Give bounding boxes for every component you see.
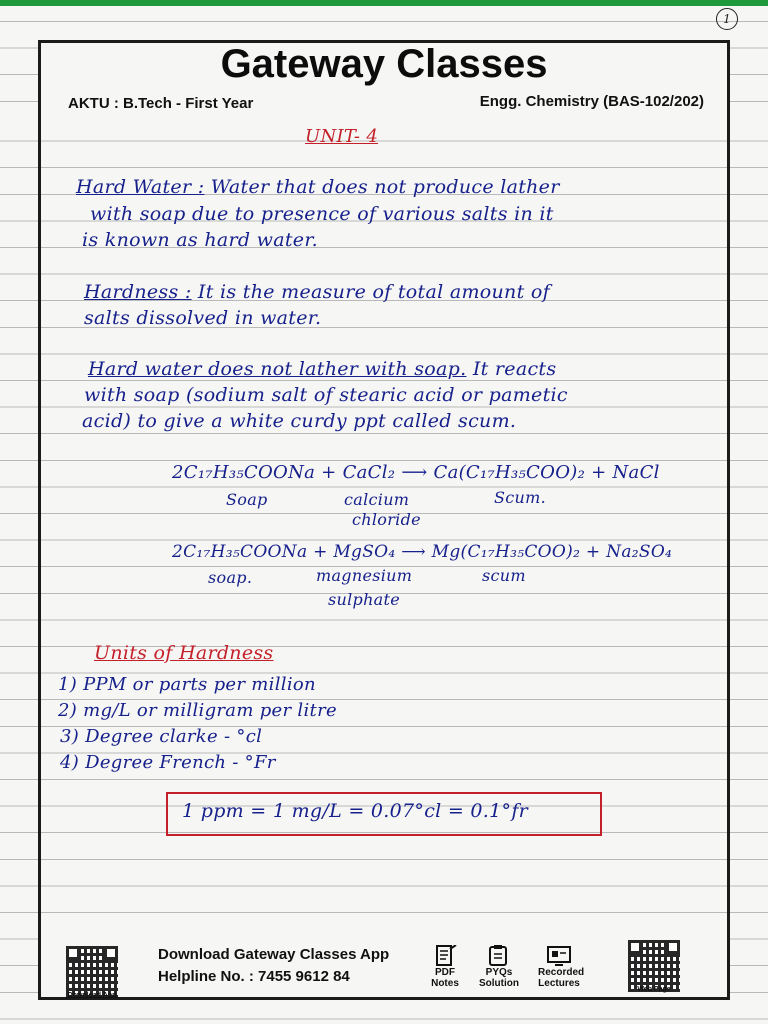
brand-title: Gateway Classes	[220, 42, 548, 86]
recorded-lectures-label-2: Lectures	[538, 978, 580, 989]
equation2-label-product: scum	[482, 566, 526, 585]
recorded-lectures-label-1: Recorded	[538, 967, 585, 978]
pyq-solution-link[interactable]	[478, 945, 520, 989]
recorded-lectures-link[interactable]	[538, 945, 585, 989]
conversion-formula: 1 ppm = 1 mg/L = 0.07°cl = 0.1°fr	[182, 800, 529, 822]
hard-water-line3: is known as hard water.	[82, 229, 318, 251]
equation1-lhs: 2C₁₇H₃₅COONa + CaCl₂	[172, 462, 396, 483]
equation2	[172, 542, 672, 562]
pyq-solution-label-1: PYQs	[485, 967, 513, 978]
qr-right-caption: Web Page	[637, 986, 671, 993]
equation2-lhs: 2C₁₇H₃₅COONa + MgSO₄	[172, 542, 396, 562]
soap-reaction-line1	[88, 358, 556, 380]
equation2-label-reagent-1: magnesium	[316, 566, 413, 585]
pdf-notes-link[interactable]	[424, 945, 466, 989]
hardness-line1	[84, 281, 550, 303]
equation1-arrow: ⟶	[401, 462, 428, 483]
download-app-text: Download Gateway Classes App	[158, 946, 390, 963]
helpline-text: Helpline No. : 7455 9612 84	[158, 968, 350, 985]
equation2-label-reagent-2: sulphate	[328, 590, 401, 609]
soap-reaction-line2: with soap (sodium salt of stearic acid or pametic	[84, 384, 568, 406]
hardness-text1: It is the measure of total amount of	[197, 281, 550, 303]
page-number: 1	[716, 8, 738, 30]
soap-reaction-line3: acid) to give a white curdy ppt called scum.	[82, 410, 517, 432]
hard-water-line2: with soap due to presence of various salts in it	[90, 203, 554, 225]
hardness-term: Hardness :	[84, 281, 192, 303]
equation2-label-soap: soap.	[208, 568, 253, 587]
recorded-lectures-icon	[546, 945, 572, 967]
hard-water-text1: Water that does not produce lather	[210, 176, 560, 198]
qr-code-web-page[interactable]	[628, 940, 680, 992]
hardness-line2: salts dissolved in water.	[84, 307, 322, 329]
pyq-solution-label-2: Solution	[479, 978, 519, 989]
soap-reaction-underlined: Hard water does not lather with soap.	[88, 358, 467, 380]
equation1-rhs: Ca(C₁₇H₃₅COO)₂ + NaCl	[433, 462, 660, 483]
unit-title: UNIT- 4	[305, 126, 379, 147]
course-label: AKTU : B.Tech - First Year	[68, 95, 254, 112]
equation1-label-soap: Soap	[226, 490, 268, 509]
hard-water-line1	[76, 176, 560, 198]
qr-left-caption: Download App	[67, 992, 117, 999]
subject-label: Engg. Chemistry (BAS-102/202)	[479, 93, 704, 110]
equation2-arrow: ⟶	[401, 542, 426, 562]
equation1-label-product: Scum.	[494, 488, 546, 507]
pdf-notes-icon	[432, 945, 458, 967]
units-heading: Units of Hardness	[94, 642, 274, 664]
equation1-label-reagent-2: chloride	[352, 510, 421, 529]
units-item-2: 2) mg/L or milligram per litre	[58, 700, 337, 721]
equation2-rhs: Mg(C₁₇H₃₅COO)₂ + Na₂SO₄	[431, 542, 673, 562]
units-item-4: 4) Degree French - °Fr	[60, 752, 276, 773]
top-green-strip	[0, 0, 768, 6]
pyq-solution-icon	[486, 945, 512, 967]
soap-reaction-rest: It reacts	[472, 358, 557, 380]
qr-code-download-app[interactable]	[66, 946, 118, 998]
hard-water-term: Hard Water :	[76, 176, 205, 198]
pdf-notes-label-2: Notes	[431, 978, 459, 989]
units-item-3: 3) Degree clarke - °cl	[60, 726, 263, 747]
equation1-label-reagent-1: calcium	[344, 490, 410, 509]
pdf-notes-label-1: PDF	[435, 967, 455, 978]
equation1	[172, 462, 660, 483]
units-item-1: 1) PPM or parts per million	[58, 674, 316, 695]
